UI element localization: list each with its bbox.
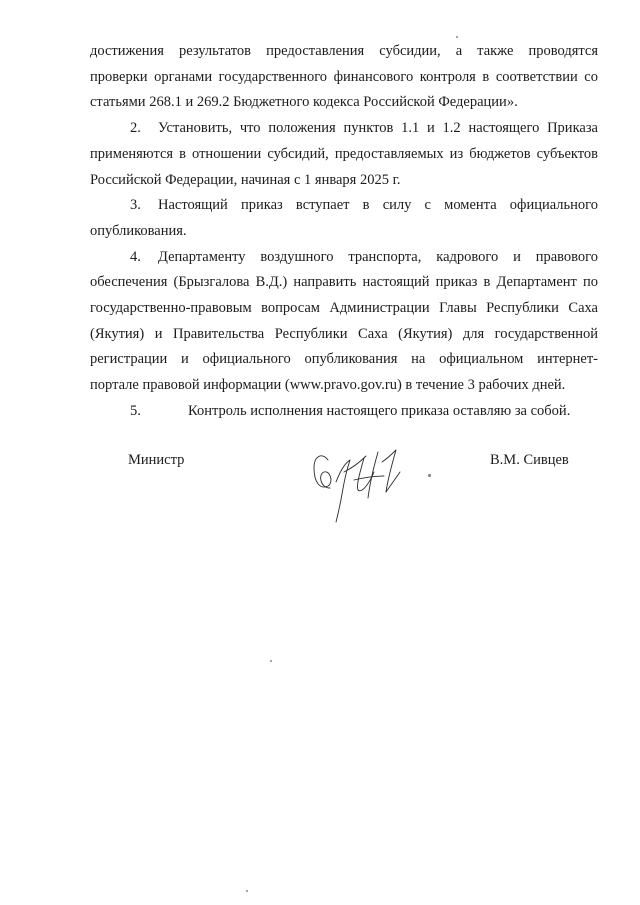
document-body (90, 39, 598, 425)
text-line: опубликования. (90, 222, 187, 239)
text-line: проверки органами государственного финансового контроля в соответствии со (90, 68, 598, 85)
paragraph-number: 3. (130, 197, 141, 214)
paragraph-3 (90, 193, 598, 244)
text-line: обеспечения (Брызгалова В.Д.) направить настоящий приказ в Департамент по (90, 274, 598, 291)
text-line-content: Установить, что положения пунктов 1.1 и 1.2 настоящего Приказа (158, 120, 598, 137)
signatory-title: Министр (128, 452, 185, 468)
text-line-content: Департаменту воздушного транспорта, кадрового и правового (158, 248, 598, 265)
text-line: статьями 268.1 и 269.2 Бюджетного кодекса Российской Федерации». (90, 94, 518, 111)
text-line: применяются в отношении субсидий, предоставляемых из бюджетов субъектов (90, 145, 598, 162)
paragraph-5 (90, 399, 598, 425)
text-line: регистрации и официального опубликования на официальном интернет- (90, 351, 598, 368)
scan-speck (246, 890, 248, 892)
paragraph-number: 4. (130, 248, 141, 265)
signature-block (0, 452, 640, 532)
text-line: Российской Федерации, начиная с 1 января 2025 г. (90, 171, 401, 188)
text-line (90, 245, 598, 271)
signatory-name: В.М. Сивцев (490, 452, 569, 468)
scan-speck (456, 36, 458, 38)
text-line-content: Контроль исполнения настоящего приказа оставляю за собой. (188, 402, 571, 419)
handwritten-signature (300, 442, 440, 532)
text-line: портале правовой информации (www.pravo.gov.ru) в течение 3 рабочих дней. (90, 377, 566, 394)
scan-speck (270, 660, 272, 662)
paragraph-1-continuation (90, 39, 598, 116)
text-line (90, 116, 598, 142)
text-line-content: Настоящий приказ вступает в силу с момента официального (158, 197, 598, 214)
paragraph-number: 2. (130, 120, 141, 137)
paragraph-4 (90, 245, 598, 399)
text-line (90, 399, 598, 425)
text-line: государственно-правовым вопросам Администрации Главы Республики Саха (90, 300, 598, 317)
paragraph-number: 5. (130, 402, 141, 419)
text-line: (Якутия) и Правительства Республики Саха (Якутия) для государственной (90, 325, 598, 342)
text-line: достижения результатов предоставления субсидии, а также проводятся (90, 43, 598, 59)
paragraph-2 (90, 116, 598, 193)
text-line (90, 193, 598, 219)
scan-speck (428, 474, 431, 477)
